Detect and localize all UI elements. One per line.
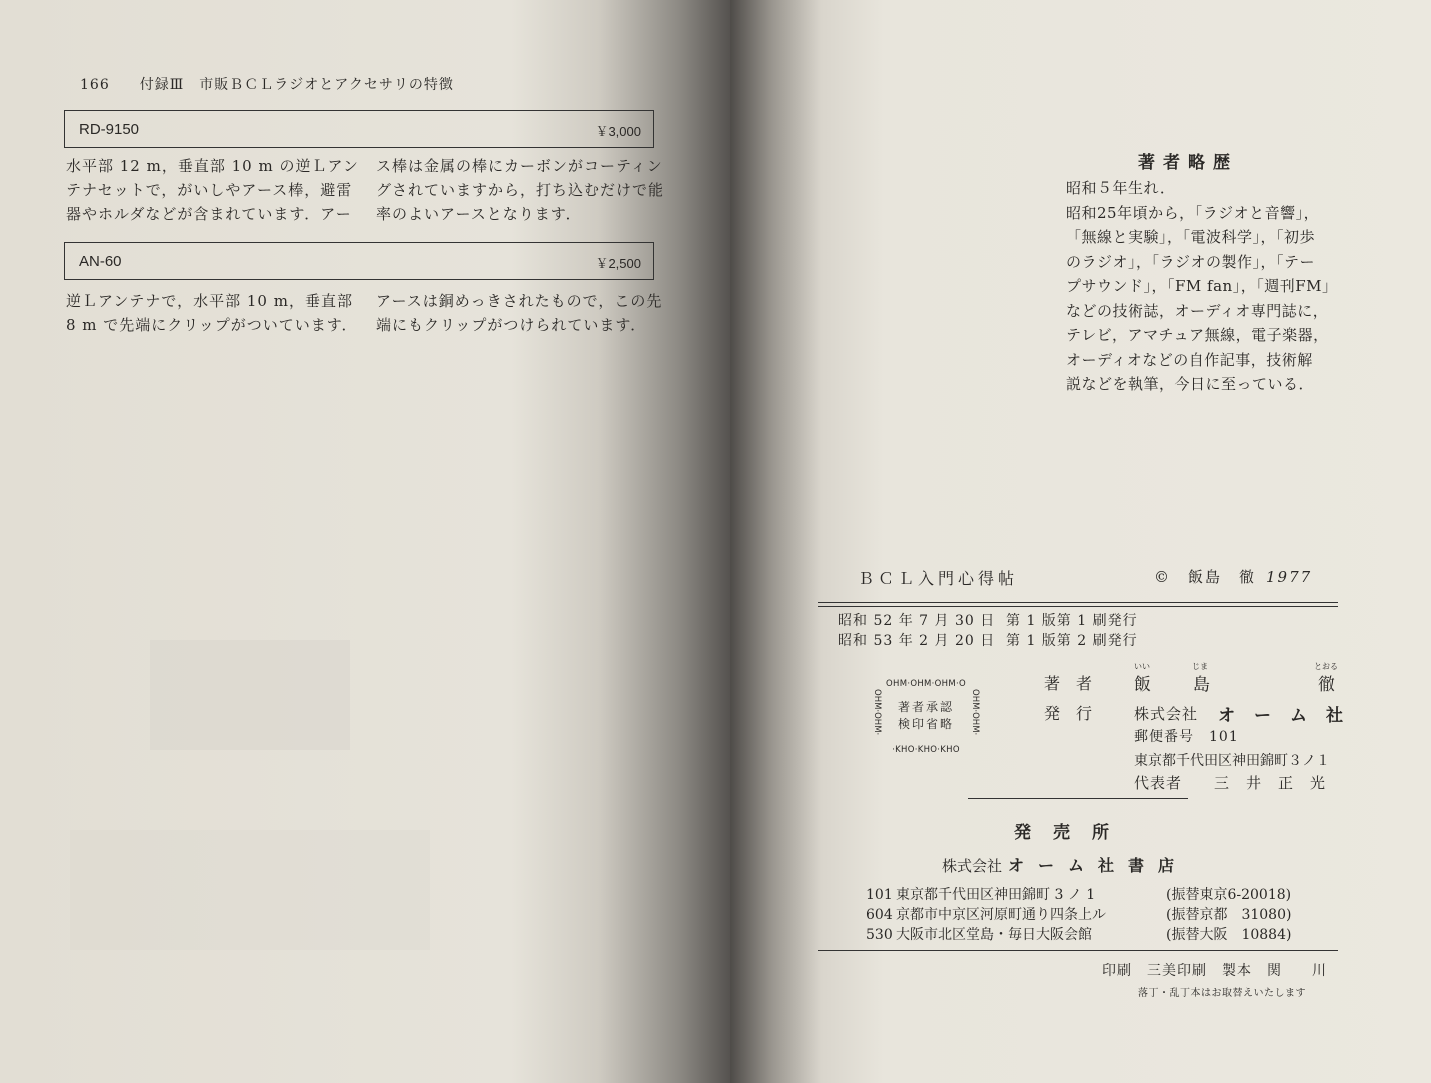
product-price: ￥2,500 — [595, 256, 641, 271]
zip-code: 530 — [866, 927, 893, 943]
copyright-holder: © 飯島 徹 — [1154, 568, 1257, 586]
postal-code: 郵便番号 101 — [1134, 729, 1239, 745]
edition-date: 昭和 52 年 7 月 30 日 — [838, 613, 996, 629]
text-line: 8 m で先端にクリップがついています． — [66, 316, 358, 334]
seal-border-bottom: ·KHO·KHO·KHO — [892, 745, 960, 755]
sales-company-name: オーム社書店 — [1008, 856, 1189, 875]
product-header-box — [64, 110, 654, 148]
representative: 代表者 三 井 正 光 — [1134, 774, 1327, 792]
author-ruby: とおる — [1314, 662, 1338, 671]
product-description-col2 — [376, 289, 662, 337]
sales-address — [866, 924, 1092, 944]
text-line: 逆Ｌアンテナで，水平部 10 m，垂直部 — [66, 292, 353, 310]
book-title: ＢＣＬ入門心得帖 — [858, 569, 1019, 588]
sales-company-type: 株式会社 — [942, 857, 1003, 875]
author-name-part: 徹 — [1318, 675, 1335, 695]
publisher-label: 発行 — [1044, 704, 1109, 723]
text-line: 率のよいアースとなります． — [376, 205, 582, 223]
product-price: ￥3,000 — [595, 124, 641, 139]
show-through-text — [70, 830, 430, 950]
text-line: 水平部 12 m，垂直部 10 m の逆Ｌアン — [66, 157, 359, 175]
address-text: 東京都千代田区神田錦町 3 ノ 1 — [896, 887, 1096, 903]
edition-label: 第 1 版第 1 刷発行 — [1006, 613, 1138, 629]
author-ruby: いい — [1134, 662, 1150, 671]
page-number: 166 — [80, 77, 110, 93]
text-line: 器やホルダなどが含まれています．アー — [66, 205, 352, 223]
running-head-title: 付録Ⅲ 市販ＢＣＬラジオとアクセサリの特徴 — [139, 77, 454, 93]
edition-date: 昭和 53 年 2 月 20 日 — [838, 633, 996, 649]
replacement-notice: 落丁・乱丁本はお取替えいたします — [1138, 988, 1306, 999]
transfer-account: (振替東京6-20018) — [1166, 887, 1292, 903]
product-description-col1 — [66, 289, 358, 337]
product-header-box — [64, 242, 654, 280]
text-line: グされていますから，打ち込むだけで能 — [376, 181, 665, 199]
product-description-col1 — [66, 154, 359, 226]
bio-line: テレビ，アマチュア無線，電子楽器， — [1066, 326, 1329, 344]
bio-line: プサウンド」，「FM fan」，「週刊FM」 — [1066, 277, 1338, 295]
copyright-year: 1977 — [1266, 568, 1313, 586]
bio-line: オーディオなどの自作記事，技術解 — [1066, 350, 1313, 369]
author-ruby: じま — [1192, 662, 1208, 671]
sales-title: 発売所 — [1014, 823, 1131, 843]
printer-binder: 印刷 三美印刷 製本 関 川 — [1102, 963, 1327, 979]
transfer-account: (振替大阪 10884) — [1166, 927, 1292, 943]
bio-line: 説などを執筆，今日に至っている． — [1066, 375, 1315, 393]
seal-border-left: OHM·OHM· — [872, 689, 882, 736]
bottom-rule — [818, 950, 1338, 951]
seal-line: 著者承認 — [897, 700, 954, 714]
copyright — [1154, 566, 1312, 587]
zip-code: 604 — [866, 907, 893, 923]
product-model: RD-9150 — [79, 121, 140, 138]
author-label: 著者 — [1044, 674, 1109, 693]
bio-line: などの技術誌，オーディオ専門誌に， — [1066, 301, 1329, 320]
author-name-part: 島 — [1193, 675, 1210, 695]
bio-line: 昭和５年生れ． — [1066, 179, 1176, 197]
author-name-part: 飯 — [1134, 675, 1151, 695]
address-text: 大阪市北区堂島・毎日大阪会館 — [896, 927, 1092, 943]
seal-border-top: OHM·OHM·OHM·O — [886, 679, 966, 689]
address-text: 京都市中京区河原町通り四条上ル — [896, 907, 1106, 923]
product-description-col2 — [376, 154, 664, 226]
running-head — [80, 74, 454, 94]
bio-line: 昭和25年頃から，「ラジオと音響」， — [1066, 203, 1320, 222]
product-model: AN-60 — [79, 253, 122, 270]
publisher-name: オ ー ム 社 — [1218, 706, 1344, 726]
text-line: ス棒は金属の棒にカーボンがコーティン — [376, 157, 663, 175]
bio-line: のラジオ」，「ラジオの製作」，「テー — [1066, 252, 1316, 271]
publisher-type: 株式会社 — [1134, 705, 1199, 723]
sales-address — [866, 884, 1095, 904]
bio-line: 「無線と実験」，「電波科学」，「初歩 — [1066, 228, 1316, 246]
short-rule — [968, 798, 1188, 799]
seal-text — [890, 699, 962, 733]
show-through-image — [150, 640, 350, 750]
transfer-account: (振替京都 31080) — [1166, 907, 1292, 923]
zip-code: 101 — [866, 887, 893, 903]
sales-company — [942, 853, 1188, 876]
text-line: 端にもクリップがつけられています． — [376, 316, 647, 334]
sales-address — [866, 904, 1106, 924]
bio-title: 著者略歴 — [1138, 153, 1238, 173]
author-bio — [1066, 176, 1356, 397]
text-line: アースは銅めっきされたもので，この先 — [376, 292, 663, 310]
inspection-seal — [870, 679, 982, 755]
edition-label: 第 1 版第 2 刷発行 — [1006, 633, 1138, 649]
seal-line: 検印省略 — [897, 717, 954, 731]
publisher-address: 東京都千代田区神田錦町３ノ１ — [1134, 753, 1330, 769]
text-line: テナセットで，がいしやアース棒，避雷 — [66, 181, 353, 199]
seal-border-right: OHM·OHM· — [970, 689, 980, 736]
double-rule — [818, 602, 1338, 607]
